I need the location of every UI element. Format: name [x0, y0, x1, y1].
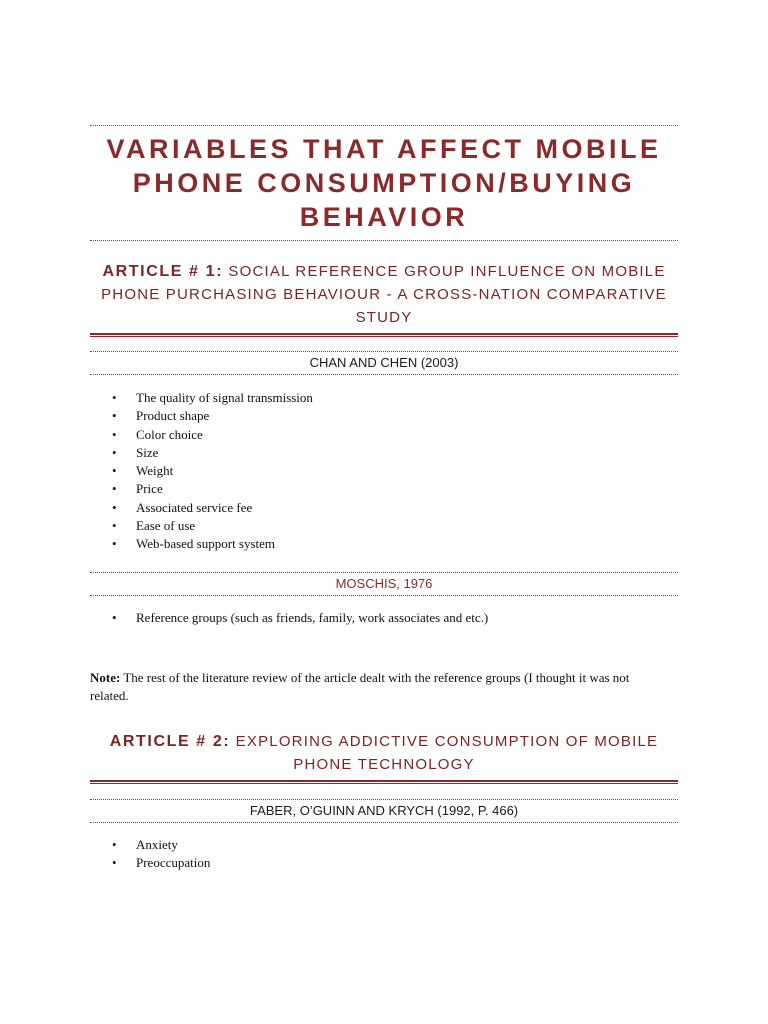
source-block-chan-chen: [90, 351, 678, 375]
list-item: • Reference groups (such as friends, family, work associates and etc.): [90, 609, 678, 627]
list-item: • Color choice: [90, 426, 678, 444]
bullet-glyph: •: [112, 837, 117, 852]
bullet-glyph: •: [112, 463, 117, 479]
bullet-glyph: •: [112, 499, 117, 515]
document-title: VARIABLES THAT AFFECT MOBILE PHONE CONSUMPTION/BUYING BEHAVIOR: [106, 134, 662, 232]
article-2-label: ARTICLE # 2:: [109, 733, 231, 750]
source-heading: FABER, O’GUINN AND KRYCH (1992, P. 466): [249, 803, 519, 818]
list-item: • Web-based support system: [90, 535, 678, 553]
double-rule: [90, 333, 678, 337]
note-text: The rest of the literature review of the article dealt with the reference groups (I thought it was not related.: [90, 670, 630, 703]
list-item: • Product shape: [90, 407, 678, 425]
source-block-moschis: [90, 572, 678, 596]
double-rule: [90, 780, 678, 784]
list-item: • The quality of signal transmission: [90, 389, 678, 407]
source-heading: CHAN AND CHEN (2003): [309, 355, 459, 370]
article-2-heading: [90, 730, 678, 776]
article-1-label: ARTICLE # 1:: [102, 263, 224, 280]
bullet-glyph: •: [112, 481, 117, 497]
list-item: • Price: [90, 480, 678, 498]
title-block: [90, 125, 678, 241]
list-chan-chen: [90, 389, 678, 554]
list-item: • Preoccupation: [90, 854, 678, 872]
list-faber: [90, 836, 678, 873]
divider: [90, 240, 678, 241]
article-1-title: SOCIAL REFERENCE GROUP INFLUENCE ON MOBILE PHONE PURCHASING BEHAVIOUR - A CROSS-NATION COMPARATIVE STUDY: [101, 263, 667, 326]
note-paragraph: [90, 669, 670, 705]
bullet-glyph: •: [112, 408, 117, 424]
bullet-glyph: •: [112, 536, 117, 552]
bullet-glyph: •: [112, 610, 117, 625]
bullet-glyph: •: [112, 390, 117, 405]
article-1-heading: [90, 260, 678, 329]
list-item: • Weight: [90, 462, 678, 480]
bullet-glyph: •: [112, 855, 117, 871]
article-2-title: EXPLORING ADDICTIVE CONSUMPTION OF MOBILE PHONE TECHNOLOGY: [235, 733, 659, 773]
divider: [90, 595, 678, 596]
divider: [90, 374, 678, 375]
article-1-heading-block: [90, 260, 678, 337]
bullet-glyph: •: [112, 444, 117, 460]
list-item: • Associated service fee: [90, 499, 678, 517]
list-item: • Anxiety: [90, 836, 678, 854]
list-moschis: [90, 609, 678, 627]
note-label: Note:: [90, 670, 121, 685]
list-item: • Size: [90, 444, 678, 462]
bullet-glyph: •: [112, 518, 117, 534]
source-block-faber: [90, 799, 678, 823]
list-item: • Ease of use: [90, 517, 678, 535]
bullet-glyph: •: [112, 426, 117, 442]
article-2-heading-block: [90, 730, 678, 784]
source-heading: MOSCHIS, 1976: [335, 576, 433, 591]
divider: [90, 822, 678, 823]
